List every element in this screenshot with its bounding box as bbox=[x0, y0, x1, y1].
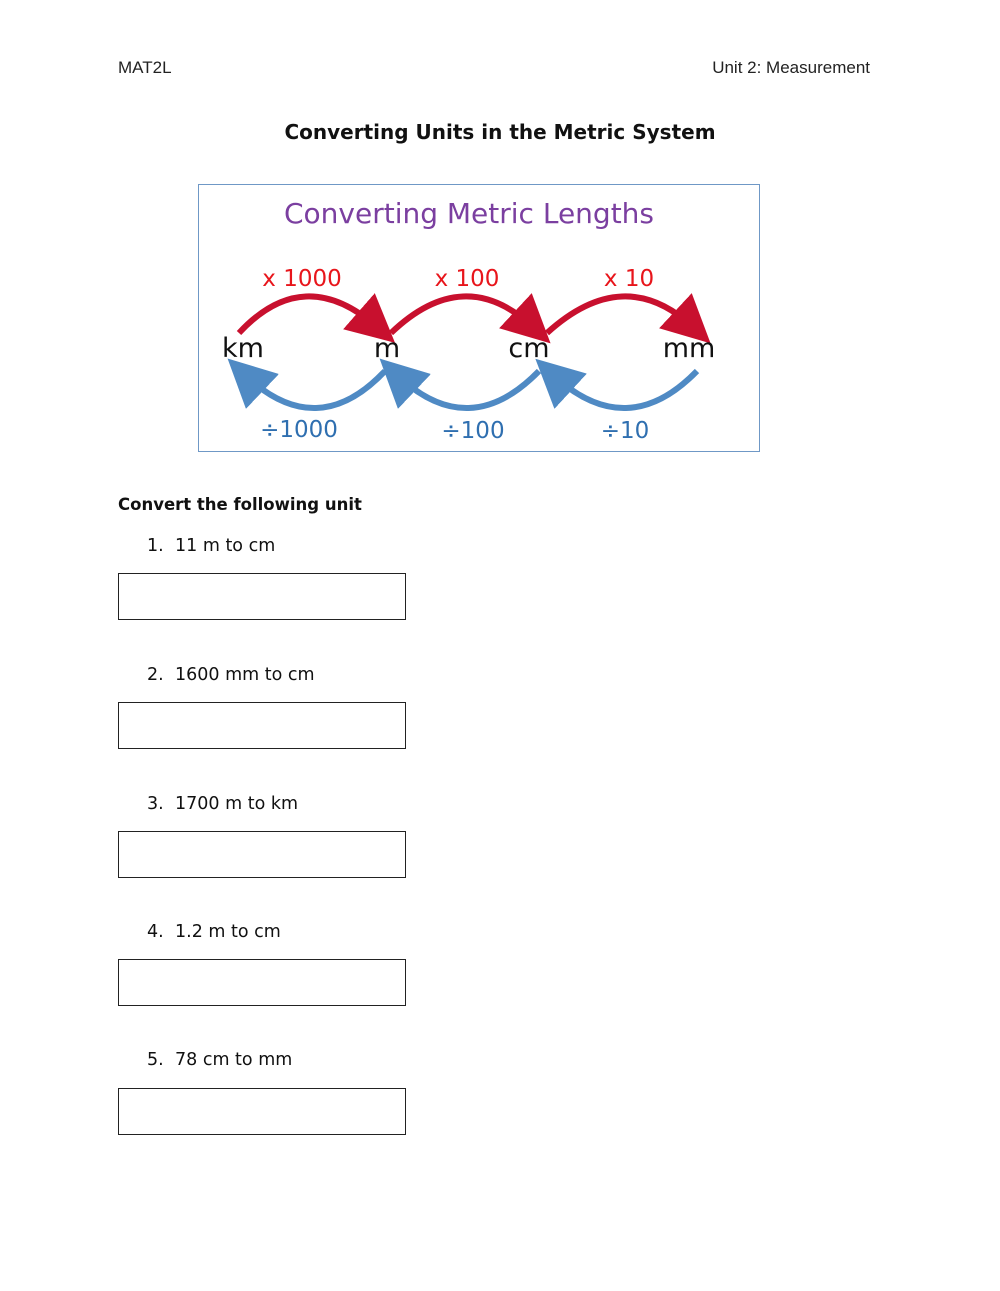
diagram-heading: Converting Metric Lengths bbox=[283, 197, 655, 230]
question-5 bbox=[147, 1050, 292, 1070]
unit-cm: cm bbox=[508, 333, 550, 364]
multiply-arrow-m-cm bbox=[391, 296, 533, 333]
multiply-arrow-cm-mm bbox=[547, 296, 693, 333]
question-text: 1700 m to km bbox=[175, 794, 299, 814]
answer-input-5[interactable] bbox=[118, 1088, 406, 1135]
answer-input-2[interactable] bbox=[118, 702, 406, 749]
question-text: 1600 mm to cm bbox=[175, 665, 315, 685]
page-title: Converting Units in the Metric System bbox=[284, 120, 716, 144]
question-4 bbox=[147, 922, 281, 942]
metric-conversion-diagram bbox=[198, 184, 760, 452]
question-number: 1. bbox=[147, 536, 164, 556]
multiply-label-km-m: x 1000 bbox=[262, 266, 342, 292]
divide-label-m-km: ÷1000 bbox=[260, 417, 338, 443]
multiply-label-m-cm: x 100 bbox=[434, 266, 500, 292]
question-2 bbox=[147, 665, 315, 685]
question-number: 5. bbox=[147, 1050, 164, 1070]
divide-arrow-mm-cm bbox=[553, 371, 697, 408]
question-3 bbox=[147, 794, 298, 814]
question-number: 2. bbox=[147, 665, 164, 685]
answer-input-3[interactable] bbox=[118, 831, 406, 878]
question-number: 3. bbox=[147, 794, 164, 814]
question-number: 4. bbox=[147, 922, 164, 942]
divide-arrow-m-km bbox=[245, 371, 385, 408]
answer-input-1[interactable] bbox=[118, 573, 406, 620]
question-text: 1.2 m to cm bbox=[175, 922, 281, 942]
divide-label-cm-m: ÷100 bbox=[441, 418, 505, 444]
question-text: 78 cm to mm bbox=[175, 1050, 293, 1070]
divide-label-mm-cm: ÷10 bbox=[600, 418, 650, 444]
question-text: 11 m to cm bbox=[175, 536, 276, 556]
multiply-arrow-km-m bbox=[239, 296, 377, 333]
unit-title: Unit 2: Measurement bbox=[712, 58, 870, 77]
divide-arrow-cm-m bbox=[397, 371, 539, 408]
unit-mm: mm bbox=[662, 333, 716, 364]
section-heading: Convert the following unit bbox=[118, 495, 362, 514]
question-1 bbox=[147, 536, 275, 556]
multiply-label-cm-mm: x 10 bbox=[603, 266, 655, 292]
course-code: MAT2L bbox=[118, 58, 172, 77]
unit-km: km bbox=[222, 333, 264, 364]
unit-m: m bbox=[373, 333, 401, 364]
answer-input-4[interactable] bbox=[118, 959, 406, 1006]
